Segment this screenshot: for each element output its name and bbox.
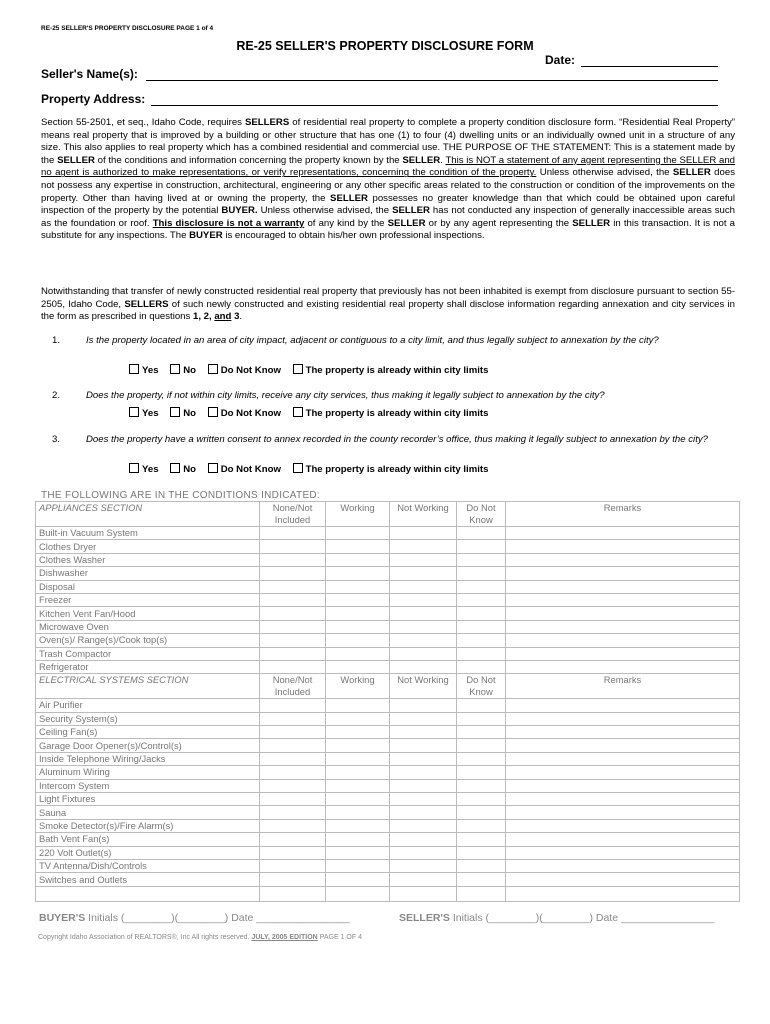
remarks-cell[interactable] [506,712,740,725]
condition-cell[interactable] [457,540,506,553]
condition-cell[interactable] [457,527,506,540]
condition-cell[interactable] [390,607,457,620]
condition-cell[interactable] [457,819,506,832]
condition-cell[interactable] [326,634,390,647]
table-row [36,846,740,859]
checkbox[interactable] [170,364,180,374]
remarks-cell[interactable] [506,580,740,593]
condition-cell[interactable] [326,793,390,806]
section-header-row [36,502,740,527]
question-number: 1. [52,335,61,346]
condition-cell[interactable] [326,712,390,725]
checkbox[interactable] [129,463,139,473]
option-do-not-know[interactable]: Do Not Know [208,407,281,419]
remarks-cell[interactable] [506,699,740,712]
condition-cell[interactable] [260,726,326,739]
condition-cell[interactable] [390,846,457,859]
condition-cell[interactable] [260,846,326,859]
table-row [36,660,740,673]
date-field[interactable] [581,66,718,67]
condition-cell[interactable] [260,752,326,765]
remarks-cell[interactable] [506,873,740,886]
condition-cell[interactable] [457,634,506,647]
condition-cell[interactable] [390,793,457,806]
condition-cell[interactable] [326,647,390,660]
question-text: Is the property located in an area of city impact, adjacent or contiguous to a city limit, and thus legally subject to annexation by the city? [86,335,659,346]
condition-cell[interactable] [457,806,506,819]
condition-cell[interactable] [260,567,326,580]
condition-cell[interactable] [457,739,506,752]
condition-cell[interactable] [326,766,390,779]
condition-cell[interactable] [260,873,326,886]
condition-cell[interactable] [326,726,390,739]
condition-cell[interactable] [390,766,457,779]
remarks-cell[interactable] [506,567,740,580]
condition-cell[interactable] [326,593,390,606]
item-label: Freezer [36,593,260,606]
item-label: Security System(s) [36,712,260,725]
item-label: Oven(s)/ Range(s)/Cook top(s) [36,634,260,647]
condition-cell[interactable] [390,712,457,725]
condition-cell[interactable] [260,660,326,673]
condition-cell[interactable] [390,726,457,739]
remarks-cell[interactable] [506,779,740,792]
table-row [36,766,740,779]
condition-cell[interactable] [457,567,506,580]
item-label: Trash Compactor [36,647,260,660]
table-row [36,540,740,553]
table-row [36,580,740,593]
condition-cell[interactable] [326,873,390,886]
question-text: Does the property have a written consent to annex recorded in the county recorder’s office, thus making it legally subject to annexation by the city? [86,434,708,445]
condition-cell[interactable] [390,739,457,752]
option-no[interactable]: No [170,407,196,419]
condition-cell[interactable] [457,793,506,806]
item-label: Microwave Oven [36,620,260,633]
remarks-cell[interactable] [506,593,740,606]
condition-cell[interactable] [326,739,390,752]
condition-cell[interactable] [390,779,457,792]
table-row [36,873,740,886]
condition-cell[interactable] [390,620,457,633]
condition-cell[interactable] [326,607,390,620]
column-header: Do Not Know [457,502,506,527]
condition-cell[interactable] [457,593,506,606]
table-row [36,634,740,647]
option-within-city-limits[interactable]: The property is already within city limits [293,407,489,419]
condition-cell[interactable] [326,580,390,593]
option-do-not-know[interactable]: Do Not Know [208,463,281,475]
remarks-cell[interactable] [506,846,740,859]
condition-cell[interactable] [457,726,506,739]
remarks-cell[interactable] [506,634,740,647]
conditions-heading: THE FOLLOWING ARE IN THE CONDITIONS INDICATED: [41,490,321,501]
condition-cell[interactable] [457,660,506,673]
checkbox[interactable] [208,407,218,417]
condition-cell[interactable] [260,620,326,633]
checkbox[interactable] [170,407,180,417]
remarks-cell[interactable] [506,726,740,739]
condition-cell[interactable] [457,553,506,566]
condition-cell[interactable] [260,779,326,792]
condition-cell[interactable] [326,699,390,712]
condition-cell[interactable] [326,527,390,540]
item-label: Smoke Detector(s)/Fire Alarm(s) [36,819,260,832]
item-label: Ceiling Fan(s) [36,726,260,739]
condition-cell[interactable] [326,846,390,859]
item-label: Clothes Washer [36,553,260,566]
condition-cell[interactable] [326,752,390,765]
table-row [36,647,740,660]
question-1-options [129,364,497,376]
item-label: Light Fixtures [36,793,260,806]
item-label: Air Purifier [36,699,260,712]
condition-cell[interactable] [457,752,506,765]
option-do-not-know[interactable]: Do Not Know [208,364,281,376]
condition-cell[interactable] [326,806,390,819]
blank-cell[interactable] [326,886,390,901]
item-label: Built-in Vacuum System [36,527,260,540]
remarks-cell[interactable] [506,793,740,806]
condition-cell[interactable] [457,607,506,620]
condition-cell[interactable] [260,739,326,752]
condition-cell[interactable] [390,660,457,673]
question-number: 2. [52,390,61,401]
item-label: Switches and Outlets [36,873,260,886]
option-yes[interactable]: Yes [129,364,159,376]
condition-cell[interactable] [260,859,326,872]
condition-cell[interactable] [390,553,457,566]
condition-cell[interactable] [390,699,457,712]
column-header: Do Not Know [457,674,506,699]
condition-cell[interactable] [260,819,326,832]
remarks-cell[interactable] [506,540,740,553]
table-row [36,553,740,566]
table-row [36,607,740,620]
condition-cell[interactable] [260,699,326,712]
copyright-footer: Copyright Idaho Association of REALTORS®, Inc All rights reserved. JULY, 2005 EDITION PAGE 1 OF 4 [38,934,362,941]
item-label: Aluminum Wiring [36,766,260,779]
column-header: Not Working [390,502,457,527]
item-label: Disposal [36,580,260,593]
option-no[interactable]: No [170,463,196,475]
remarks-cell[interactable] [506,833,740,846]
condition-cell[interactable] [326,620,390,633]
condition-cell[interactable] [390,580,457,593]
column-header: None/Not Included [260,502,326,527]
condition-cell[interactable] [390,593,457,606]
condition-cell[interactable] [326,819,390,832]
blank-row [36,886,740,901]
item-label: 220 Volt Outlet(s) [36,846,260,859]
condition-cell[interactable] [390,806,457,819]
column-header: Working [326,674,390,699]
section-header-row [36,674,740,699]
item-label: Bath Vent Fan(s) [36,833,260,846]
remarks-cell[interactable] [506,620,740,633]
condition-cell[interactable] [390,873,457,886]
condition-cell[interactable] [326,553,390,566]
condition-cell[interactable] [390,634,457,647]
date-label: Date: [545,53,576,67]
section-title: APPLIANCES SECTION [36,502,260,527]
section-title: ELECTRICAL SYSTEMS SECTION [36,674,260,699]
condition-cell[interactable] [326,779,390,792]
condition-cell[interactable] [457,779,506,792]
page-header: RE-25 SELLER'S PROPERTY DISCLOSURE PAGE 1 of 4 [41,25,214,32]
table-row [36,567,740,580]
item-label: Kitchen Vent Fan/Hood [36,607,260,620]
condition-cell[interactable] [457,766,506,779]
question-3-options [129,463,497,475]
question-number: 3. [52,434,61,445]
question-text: Does the property, if not within city limits, receive any city services, thus making it legally subject to annexation by the city? [86,390,605,401]
option-no[interactable]: No [170,364,196,376]
table-row [36,739,740,752]
item-label: Intercom System [36,779,260,792]
column-header: Not Working [390,674,457,699]
item-label: Clothes Dryer [36,540,260,553]
condition-cell[interactable] [260,527,326,540]
checkbox[interactable] [208,364,218,374]
condition-cell[interactable] [390,819,457,832]
item-label: Sauna [36,806,260,819]
condition-cell[interactable] [390,647,457,660]
condition-cell[interactable] [457,620,506,633]
condition-cell[interactable] [260,540,326,553]
checkbox[interactable] [293,407,303,417]
blank-cell[interactable] [390,886,457,901]
condition-cell[interactable] [390,833,457,846]
table-row [36,859,740,872]
table-row [36,752,740,765]
remarks-cell[interactable] [506,739,740,752]
condition-cell[interactable] [260,607,326,620]
item-label: Dishwasher [36,567,260,580]
remarks-cell[interactable] [506,766,740,779]
table-row [36,699,740,712]
remarks-cell[interactable] [506,607,740,620]
condition-cell[interactable] [260,634,326,647]
blank-cell[interactable] [506,886,740,901]
option-within-city-limits[interactable]: The property is already within city limits [293,463,489,475]
table-row [36,726,740,739]
condition-cell[interactable] [260,833,326,846]
intro-paragraph: Section 55-2501, et seq., Idaho Code, requires SELLERS of residential real property to complete a property condition disclosure form. “Residential Real Property” means real property that is improved by a building or other structure that has one (1) to four (4) dwelling units or an individually owned unit in a structure of any size. This also applies to real property which has a combined residential and commercial use. THE PURPOSE OF THE STATEMENT: This is a statement made by the SELLER of the conditions and information concerning the property known by the SELLER. This is NOT a statement of any agent representing the SELLER and no agent is authorized to make representations, or verify representations, concerning the condition of the property. Unless otherwise advised, the SELLER does not possess any expertise in construction, architectural, engineering or any other specific areas related to the construction or condition of the improvements on the property. Other than having lived at or owning the property, the SELLER possesses no greater knowledge than that which could be obtained upon careful inspection of the property by the potential BUYER. Unless otherwise advised, the SELLER has not conducted any inspection of generally inaccessible areas such as the foundation or roof. This disclosure is not a warranty of any kind by the SELLER or by any agent representing the SELLER in this transaction. It is not a substitute for any inspections. The BUYER is encouraged to obtain his/her own professional inspections. [41,117,736,242]
condition-cell[interactable] [457,846,506,859]
column-header: Remarks [506,502,740,527]
condition-cell[interactable] [390,859,457,872]
conditions-table [35,501,740,902]
table-row [36,833,740,846]
condition-cell[interactable] [326,859,390,872]
property-address-field[interactable] [151,105,718,106]
remarks-cell[interactable] [506,647,740,660]
remarks-cell[interactable] [506,819,740,832]
form-title: RE-25 SELLER'S PROPERTY DISCLOSURE FORM [236,39,534,53]
condition-cell[interactable] [457,712,506,725]
option-within-city-limits[interactable]: The property is already within city limits [293,364,489,376]
item-label: TV Antenna/Dish/Controls [36,859,260,872]
column-header: Working [326,502,390,527]
option-yes[interactable]: Yes [129,463,159,475]
table-row [36,527,740,540]
table-row [36,779,740,792]
condition-cell[interactable] [326,660,390,673]
remarks-cell[interactable] [506,806,740,819]
checkbox[interactable] [170,463,180,473]
annexation-paragraph: Notwithstanding that transfer of newly constructed residential real property that previously has not been inhabited is exempt from disclosure pursuant to section 55-2505, Idaho Code, SELLERS of such newly constructed and existing residential real property shall disclose information regarding annexation and city services in the form as prescribed in questions 1, 2, and 3. [41,286,735,323]
condition-cell[interactable] [260,647,326,660]
item-label: Garage Door Opener(s)/Control(s) [36,739,260,752]
checkbox[interactable] [129,407,139,417]
condition-cell[interactable] [457,873,506,886]
seller-name-label: Seller's Name(s): [41,67,138,81]
condition-cell[interactable] [260,580,326,593]
table-row [36,819,740,832]
condition-cell[interactable] [457,699,506,712]
condition-cell[interactable] [326,833,390,846]
condition-cell[interactable] [457,580,506,593]
seller-name-field[interactable] [146,80,718,81]
condition-cell[interactable] [390,540,457,553]
checkbox[interactable] [129,364,139,374]
item-label: Inside Telephone Wiring/Jacks [36,752,260,765]
remarks-cell[interactable] [506,660,740,673]
remarks-cell[interactable] [506,859,740,872]
blank-cell[interactable] [260,886,326,901]
item-label: Refrigerator [36,660,260,673]
table-row [36,620,740,633]
table-row [36,806,740,819]
table-row [36,593,740,606]
seller-initials[interactable]: SELLER'S Initials (________)(________) Date ________________ [399,912,715,924]
condition-cell[interactable] [457,833,506,846]
condition-cell[interactable] [260,712,326,725]
table-row [36,712,740,725]
remarks-cell[interactable] [506,527,740,540]
condition-cell[interactable] [390,527,457,540]
condition-cell[interactable] [457,647,506,660]
option-yes[interactable]: Yes [129,407,159,419]
question-2-options [129,407,497,419]
condition-cell[interactable] [390,752,457,765]
condition-cell[interactable] [260,806,326,819]
blank-cell[interactable] [36,886,260,901]
condition-cell[interactable] [260,793,326,806]
checkbox[interactable] [208,463,218,473]
checkbox[interactable] [293,364,303,374]
remarks-cell[interactable] [506,553,740,566]
condition-cell[interactable] [260,553,326,566]
condition-cell[interactable] [390,567,457,580]
condition-cell[interactable] [326,540,390,553]
condition-cell[interactable] [326,567,390,580]
remarks-cell[interactable] [506,752,740,765]
blank-cell[interactable] [457,886,506,901]
table-row [36,793,740,806]
checkbox[interactable] [293,463,303,473]
buyer-initials[interactable]: BUYER'S Initials (________)(________) Date ________________ [39,912,350,924]
condition-cell[interactable] [260,593,326,606]
column-header: Remarks [506,674,740,699]
property-address-label: Property Address: [41,92,146,106]
condition-cell[interactable] [260,766,326,779]
column-header: None/Not Included [260,674,326,699]
condition-cell[interactable] [457,859,506,872]
